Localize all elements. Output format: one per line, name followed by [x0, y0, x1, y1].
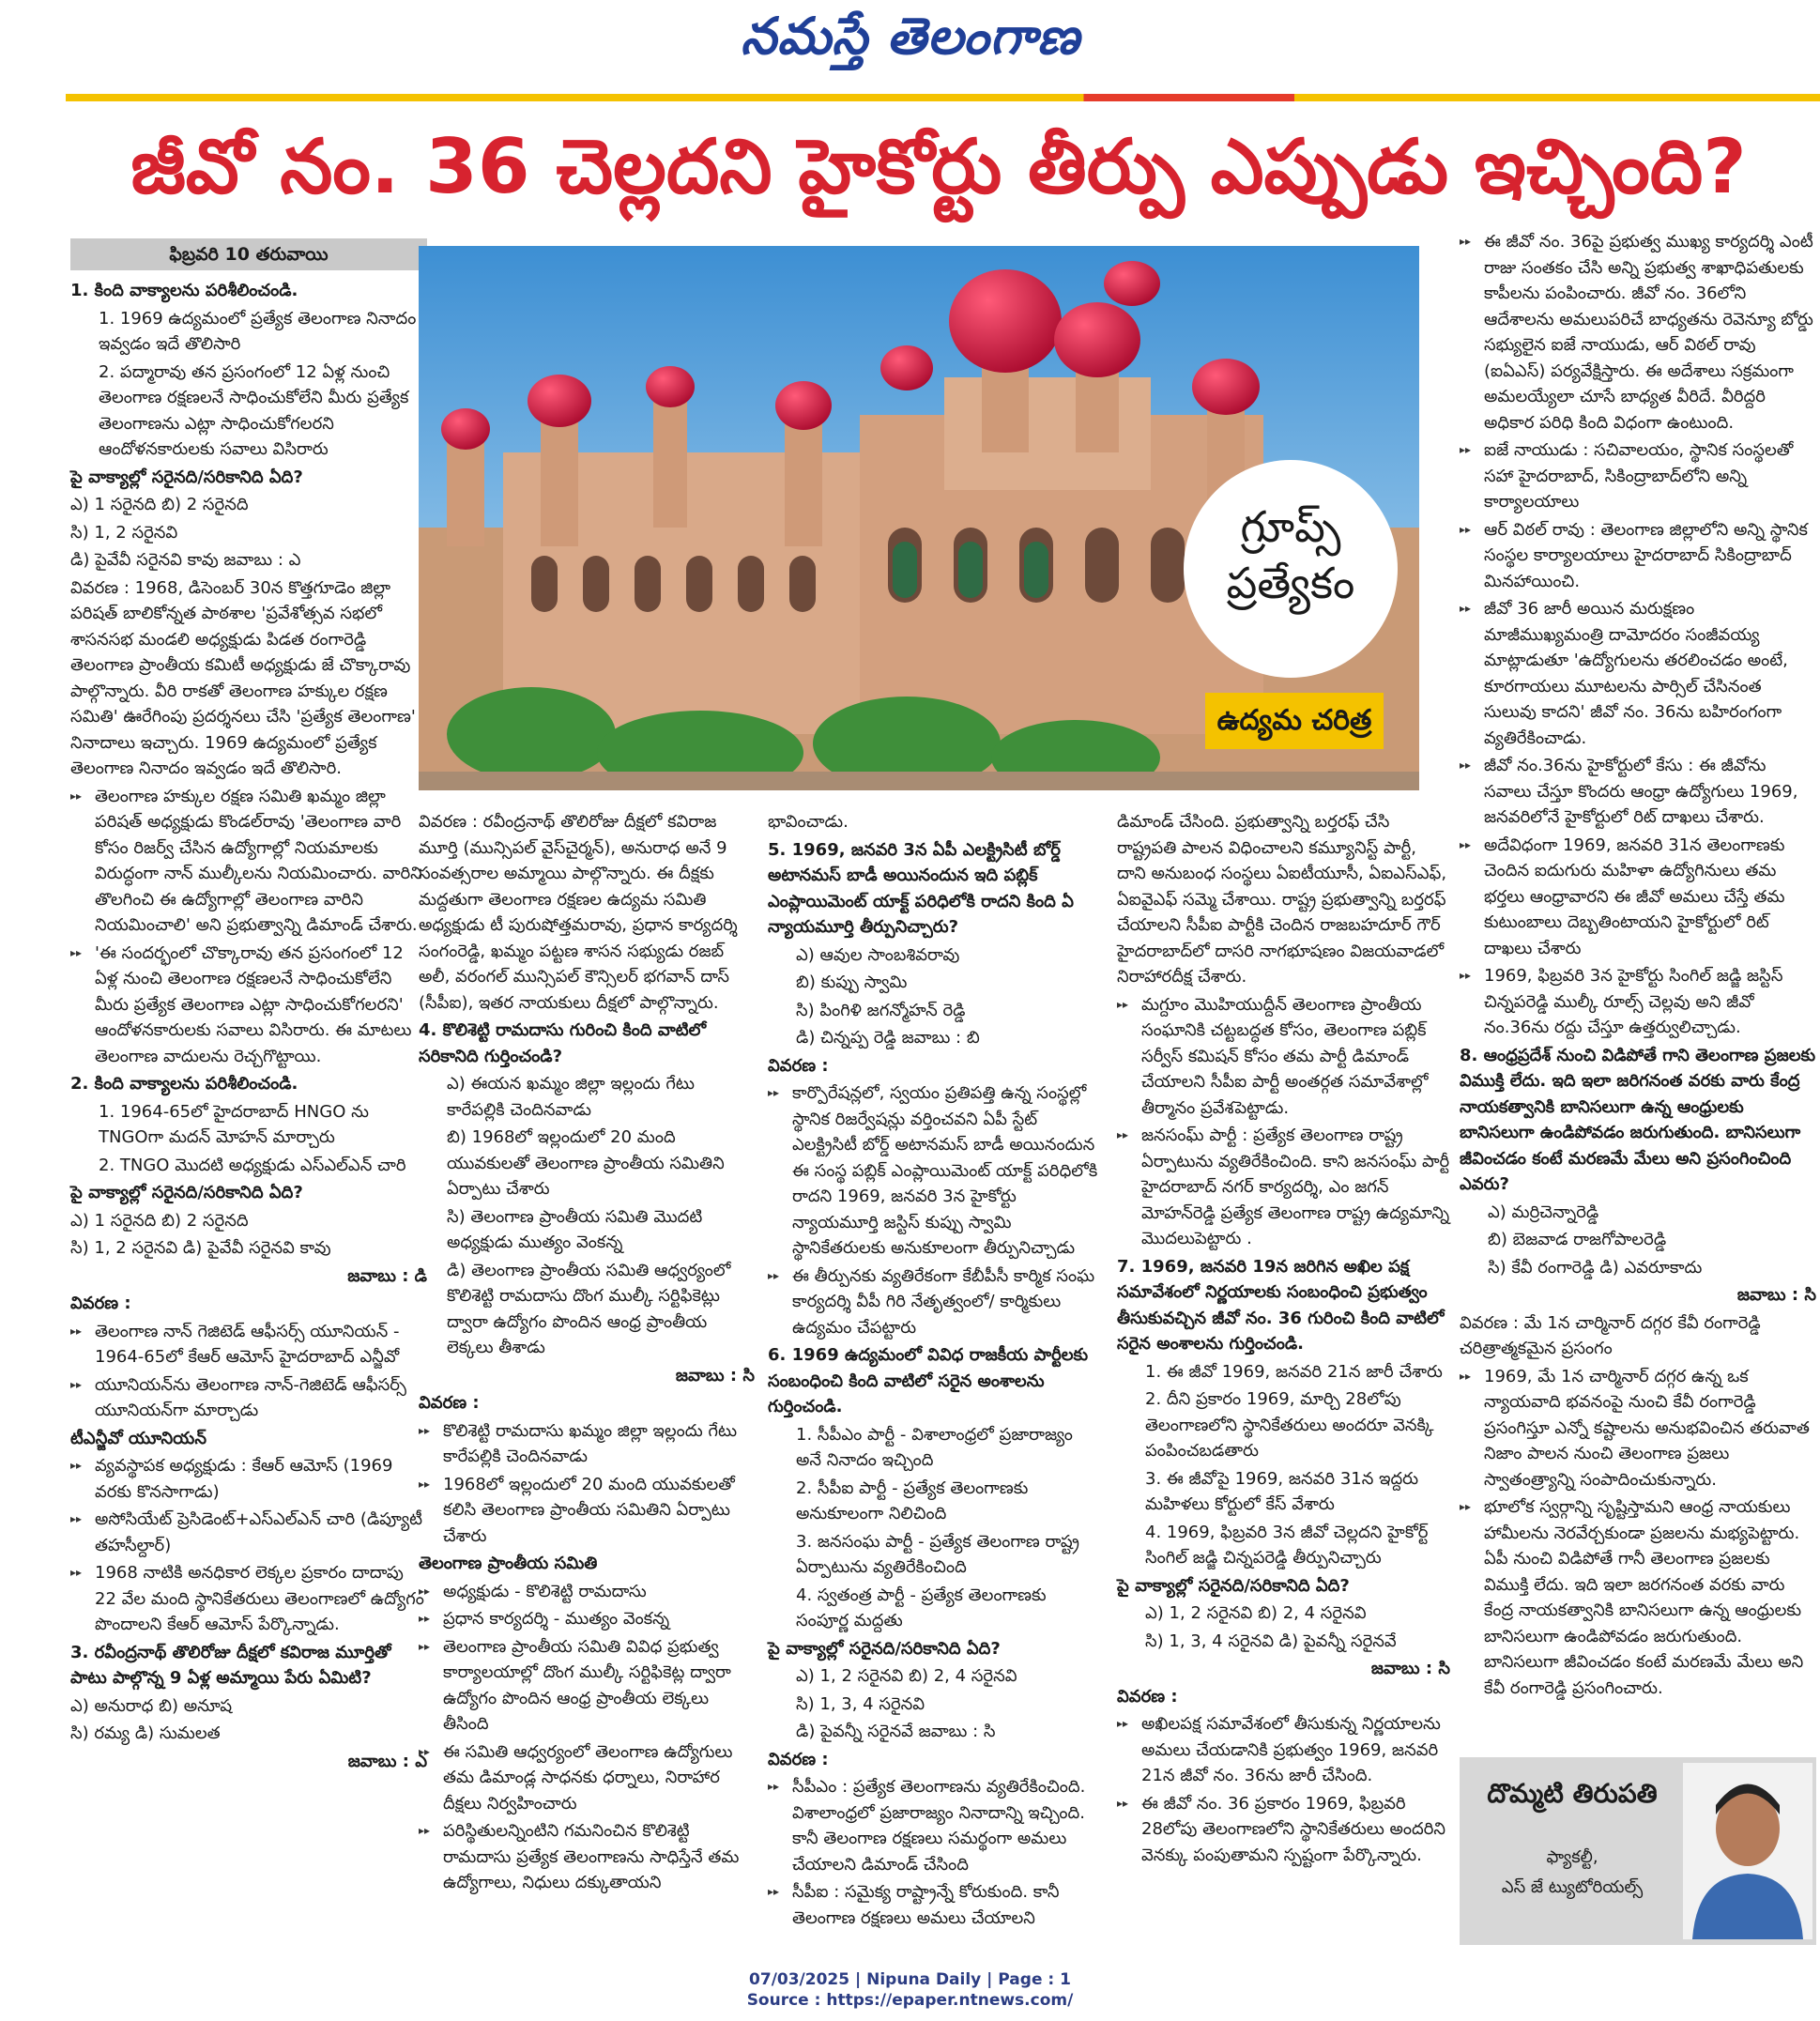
paragraph: వివరణ : మే 1న చార్మినార్ దగ్గర కేవీ రంగారెడ్డి చరిత్రాత్మకమైన ప్రసంగం [1460, 1312, 1761, 1358]
paragraph: పై వాక్యాల్లో సరైనది/సరికానిది ఏది? [70, 1183, 303, 1202]
paragraph: వివరణ : [419, 1393, 480, 1413]
paragraph: 3. జనసంఘ పార్టీ - ప్రత్యేక తెలంగాణ రాష్ట్ర ఏర్పాటును వ్యతిరేకించింది [796, 1531, 1079, 1577]
paragraph: సి) 1, 3, 4 సరైనవి [796, 1693, 925, 1714]
paragraph: ▸▸ 1968లో ఇల్లందులో 20 మంది యువకులతో కలిసి తెలంగాణ ప్రాంతీయ సమితిని ఏర్పాటు చేశారు [419, 1472, 755, 1550]
footer-source-line: Source : https://epaper.ntnews.com/ [746, 1991, 1074, 2010]
author-org: ఎస్ జే ట్యుటోరియల్స్ [1501, 1877, 1644, 1897]
paragraph: 7. 1969, జనవరి 19న జరిగిన అఖిల పక్ష సమావేశంలో నిర్ణయాలకు సంబంధించి ప్రభుత్వం తీసుకువచ్చిన జీవో నం. 36 గురించి కింది వాటిలో సరైన అంశాలను గుర్తించండి. [1117, 1256, 1445, 1354]
paragraph: డి) పైవన్నీ సరైనవే జవాబు : సి [796, 1722, 996, 1741]
paragraph: ▸▸ 1969, మే 1న చార్మినార్ దగ్గర ఉన్న ఒక న్యాయవాది భవనంపై నుంచి కేవీ రంగారెడ్డి ప్రసంగిస్తూ ఎన్నో కష్టాలను అనుభవించిన తరువాత నిజాం పాలన నుంచి తెలంగాణ ప్రజలు స్వాతంత్ర్యాన్ని సంపాదించుకున్నారు. [1460, 1364, 1816, 1493]
column-1 [70, 278, 427, 1776]
paragraph: 2. TNGO మొదటి అధ్యక్షుడు ఎస్ఎల్ఎన్ చారి [99, 1155, 406, 1175]
paragraph: ▸▸ అధ్యక్షుడు - కొలిశెట్టి రామదాసు [419, 1579, 755, 1605]
paragraph: ఎ) 1 సరైనది బి) 2 సరైనది [70, 1210, 249, 1231]
paragraph: ఎ) మర్రిచెన్నారెడ్డి [1488, 1202, 1599, 1222]
paragraph: ▸▸ తెలంగాణ హక్కుల రక్షణ సమితి ఖమ్మం జిల్లా పరిషత్ అధ్యక్షుడు కొండల్‌రావు 'తెలంగాణ వారి కోసం రిజర్వ్ చేసిన ఉద్యోగాల్లో నియమాలకు విరుద్ధంగా నాన్ ముల్కీలను నియమించారు. వారిని తొలగించి ఈ ఉద్యోగాల్లో తెలంగాణ వారిని నియమించాలి' అని ప్రభుత్వాన్ని డిమాండ్ చేశారు. [70, 784, 427, 939]
paragraph: సి) 1, 3, 4 సరైనవి డి) పైవన్నీ సరైనవే [1145, 1631, 1397, 1651]
paragraph: ▸▸ తెలంగాణ నాన్ గెజిటెడ్ ఆఫీసర్స్ యూనియన్ - 1964-65లో కేఆర్ ఆమోస్ హైదరాబాద్ ఎన్జీవో [70, 1319, 427, 1370]
paragraph: 6. 1969 ఉద్యమంలో వివిధ రాజకీయ పార్టీలకు సంబంధించి కింది వాటిలో సరైన అంశాలను గుర్తించండి. [768, 1345, 1089, 1416]
paragraph: ▸▸ ఈ జీవో నం. 36 ప్రకారం 1969, ఫిబ్రవరి 28లోపు తెలంగాణలోని స్థానికేతరులు అందరిని వెనక్కు పంపుతామని స్పష్టంగా పేర్కొన్నారు. [1117, 1791, 1450, 1869]
author-name: దొమ్మటి తిరుపతి [1487, 1778, 1658, 1809]
paragraph: ▸▸ యూనియన్‌ను తెలంగాణ నాన్-గెజిటెడ్ ఆఫీసర్స్ యూనియన్‌గా మార్చాడు [70, 1372, 427, 1424]
paragraph: 4. స్వతంత్ర పార్టీ - ప్రత్యేక తెలంగాణకు సంపూర్ణ మద్దతు [796, 1585, 1047, 1631]
paragraph: వివరణ : [768, 1055, 829, 1076]
paragraph: డి) తెలంగాణ ప్రాంతీయ సమితి ఆధ్వర్యంలో కొలిశెట్టి రామదాసు దొంగ ముల్కీ సర్టిఫికెట్లు ద్వారా ఉద్యోగం పొందిన ఆంధ్ర ప్రాంతీయ లెక్కలు తీశాడు [447, 1260, 731, 1357]
paragraph: బి) బెజవాడ రాజగోపాలరెడ్డి [1488, 1230, 1667, 1249]
paragraph: బి) కుప్పు స్వామి [796, 972, 908, 992]
paragraph: ఎ) ఆవుల సాంబశివరావు [796, 944, 960, 965]
paragraph: ▸▸ 1969, ఫిబ్రవరి 3న హైకోర్టు సింగిల్ జడ్జి జస్టిస్ చిన్నపరెడ్డి ముల్కీ రూల్స్ చెల్లవు అని జీవో నం.36ను రద్దు చేస్తూ ఉత్తర్వులిచ్చాడు. [1460, 963, 1816, 1041]
paragraph: 1. సీపీఎం పార్టీ - విశాలాంధ్రలో ప్రజారాజ్యం అనే నినాదం ఇచ్చింది [796, 1424, 1073, 1470]
paragraph: సి) రమ్య డి) సుమలత [70, 1723, 221, 1743]
paragraph: ▸▸ ఈ సమితి ఆధ్వర్యంలో తెలంగాణ ఉద్యోగులు తమ డిమాండ్ల సాధనకు ధర్నాలు, నిరాహార దీక్షలు నిర్వహించారు [419, 1739, 755, 1817]
paragraph: ▸▸ అఖిలపక్ష సమావేశంలో తీసుకున్న నిర్ణయాలను అమలు చేయడానికి ప్రభుత్వం 1969, జనవరి 21న జీవో నం. 36ను జారీ చేసింది. [1117, 1711, 1450, 1789]
paragraph: ▸▸ తెలంగాణ ప్రాంతీయ సమితి వివిధ ప్రభుత్వ కార్యాలయాల్లో దొంగ ముల్కీ సర్టిఫికెట్ల ద్వారా ఉద్యోగం పొందిన ఆంధ్ర ప్రాంతీయ లెక్కలు తీసింది [419, 1634, 755, 1738]
paragraph: ఎ) ఈయన ఖమ్మం జిల్లా ఇల్లందు గేటు కారేపల్లికి చెందినవాడు [447, 1074, 695, 1120]
paragraph: సి) కేవీ రంగారెడ్డి డి) ఎవరూకాదు [1488, 1257, 1703, 1278]
column-2 [419, 809, 755, 1898]
paragraph: ▸▸ మగ్దూం మొహియుద్దీన్ తెలంగాణ ప్రాంతీయ సంఘానికి చట్టబద్ధత కోసం, తెలంగాణ పబ్లిక్ సర్వీస్ కమిషన్ కోసం తమ పార్టీ డిమాండ్ చేయాలని సీపీఐ పార్టీ అంతర్గత సమావేశాల్లో తీర్మానం ప్రవేశపెట్టాడు. [1117, 992, 1450, 1122]
badge-line-2: ప్రత్యేకం [1226, 558, 1355, 608]
paragraph: వివరణ : 1968, డిసెంబర్ 30న కొత్తగూడెం జిల్లా పరిషత్ బాలికోన్నత పాఠశాల 'ప్రవేశోత్సవ సభలో శాసనసభ మండలి అధ్యక్షుడు పిడత రంగారెడ్డి తెలంగాణ ప్రాంతీయ కమిటీ అధ్యక్షుడు జే చొక్కారావు పాల్గొన్నారు. వీరి రాకతో తెలంగాణ హక్కుల రక్షణ సమితి' ఊరేగింపు ప్రదర్శనలు చేసి 'ప్రత్యేక తెలంగాణ' నినాదాలు ఇచ్చారు. 1969 ఉద్యమంలో ప్రత్యేక తెలంగాణ నినాదం ఇవ్వడం ఇదే తొలిసారి. [70, 577, 416, 778]
paragraph: జవాబు : ఎ [347, 1751, 427, 1771]
paragraph: వివరణ : [768, 1749, 829, 1769]
author-role: ఫ్యాకల్టీ, [1546, 1847, 1598, 1867]
paragraph: డి) చిన్నప్ప రెడ్డి జవాబు : బి [796, 1028, 980, 1048]
paragraph: వివరణ : [1117, 1686, 1178, 1707]
paragraph: జవాబు : సి [1370, 1659, 1450, 1678]
paragraph: భావించాడు. [768, 812, 849, 832]
paragraph: డిమాండ్ చేసింది. ప్రభుత్వాన్ని బర్తరఫ్ చేసి రాష్ట్రపతి పాలన విధించాలని కమ్యూనిస్ట్ పార్టీ, దాని అనుబంధ సంస్థలు ఏఐటీయూసీ, ఏఐఎస్ఎఫ్, ఏఐవైఎఫ్ సమ్మె చేశాయి. రాష్ట్ర ప్రభుత్వాన్ని బర్తరఫ్ చేయాలని సీపీఐ పార్టీకి చెందిన రాజబహదూర్ గౌర్ హైదరాబాద్‌లో దాసరి నాగభూషణం విజయవాడలో నిరాహారదీక్ష చేశారు. [1117, 812, 1447, 987]
paragraph: వివరణ : [70, 1294, 131, 1313]
column-4 [1117, 809, 1450, 1870]
paragraph: సి) 1, 2 సరైనవి [70, 522, 178, 543]
paragraph: ▸▸ పరిస్థితులన్నింటిని గమనించిన కొలిశెట్టి రామదాసు ప్రత్యేక తెలంగాణను సాధిస్తేనే తమ ఉద్యోగాలు, నిధులు దక్కుతాయని [419, 1818, 755, 1896]
paragraph: ▸▸ అసోసియేట్ ప్రెసిడెంట్+ఎస్ఎల్ఎన్ చారి (డిప్యూటీ తహసీల్దార్) [70, 1507, 427, 1558]
paragraph: 3. రవీంద్రనాథ్ తొలిరోజు దీక్షలో కవిరాజ మూర్తితో పాటు పాల్గొన్న 9 ఏళ్ల అమ్మాయి పేరు ఏమిటి? [70, 1642, 391, 1688]
paragraph: ▸▸ ఆర్ విఠల్ రావు : తెలంగాణ జిల్లాలోని అన్ని స్థానిక సంస్థల కార్యాలయాలు హైదరాబాద్ సికింద్రాబాద్ మినహాయించి. [1460, 517, 1816, 595]
paragraph: ▸▸ ప్రధాన కార్యదర్శి - ముత్యం వెంకన్న [419, 1606, 755, 1632]
header-rule [66, 94, 1820, 101]
avatar-icon [1683, 1763, 1812, 1939]
paragraph: సి) 1, 2 సరైనవి డి) పైవేవీ సరైనవి కావు [70, 1238, 331, 1258]
paragraph: ▸▸ జీవో నం.36ను హైకోర్టులో కేసు : ఈ జీవోను సవాలు చేస్తూ కొందరు ఆంధ్రా ఉద్యోగులు 1969, జనవరిలోనే హైకోర్టులో రిట్ దాఖలు చేశారు. [1460, 753, 1816, 831]
paragraph: జవాబు : సి [675, 1365, 755, 1386]
paragraph: 2. దీని ప్రకారం 1969, మార్చి 28లోపు తెలంగాణలోని స్థానికేతరులు అందరూ వెనక్కి పంపించబడతారు [1145, 1389, 1434, 1461]
author-box [1460, 1757, 1816, 1945]
paragraph: 5. 1969, జనవరి 3న ఏపీ ఎలక్ట్రిసిటీ బోర్డ్ అటానమస్ బాడీ అయినందున ఇది పబ్లిక్ ఎంప్లాయిమెంట్ యాక్ట్ పరిధిలోకి రాదని కింది ఏ న్యాయమూర్తి తీర్పునిచ్చారు? [768, 839, 1074, 937]
paragraph: 2. పద్మారావు తన ప్రసంగంలో 12 ఏళ్ల నుంచి తెలంగాణ రక్షణలనే సాధించుకోలేని మీరు ప్రత్యేక తెలంగాణను ఎట్లా సాధించుకోగలరని ఆందోళనకారులకు సవాలు విసిరారు [99, 361, 409, 459]
column-5 [1460, 229, 1816, 1703]
paragraph: 4. 1969, ఫిబ్రవరి 3న జీవో చెల్లదని హైకోర్ట్ సింగిల్ జడ్జి చిన్నపరెడ్డి తీర్పునిచ్చారు [1145, 1522, 1429, 1568]
paragraph: ▸▸ కార్పొరేషన్లలో, స్వయం ప్రతిపత్తి ఉన్న సంస్థల్లో స్థానిక రిజర్వేషన్లు వర్తించవని ఏపీ స్టేట్ ఎలక్ట్రిసిటీ బోర్డ్ అటానమస్ బాడీ అయినందున ఈ సంస్థ పబ్లిక్ ఎంప్లాయిమెంట్ యాక్ట్ పరిధిలోకి రాదని 1969, జనవరి 3న హైకోర్టు న్యాయమూర్తి జస్టిస్ కుప్పు స్వామి స్థానికేతరులకు అనుకూలంగా తీర్పునిచ్చాడు [768, 1080, 1101, 1262]
paragraph: తెలంగాణ ప్రాంతీయ సమితి [419, 1554, 598, 1573]
paragraph: ▸▸ ఐజే నాయుడు : సచివాలయం, స్థానిక సంస్థలతో సహా హైదరాబాద్, సికింద్రాబాద్‌లోని అన్ని కార్యాలయాలు [1460, 437, 1816, 515]
paragraph: 1. కింది వాక్యాలను పరిశీలించండి. [70, 281, 298, 300]
page-footer [0, 1969, 1820, 2011]
paragraph: 1. 1969 ఉద్యమంలో ప్రత్యేక తెలంగాణ నినాదం ఇవ్వడం ఇదే తొలిసారి [99, 308, 417, 354]
paragraph: ▸▸ కొలిశెట్టి రామదాసు ఖమ్మం జిల్లా ఇల్లందు గేటు కారేపల్లికి చెందినవాడు [419, 1418, 755, 1470]
paragraph: 8. ఆంధ్రప్రదేశ్ నుంచి విడిపోతే గాని తెలంగాణ ప్రజలకు విముక్తి లేదు. ఇది ఇలా జరిగనంత వరకు వారు కేంద్ర నాయకత్వానికి బానిసలుగా ఉన్న ఆంధ్రులకు బానిసలుగా ఉండిపోవడం జరుగుతుంది. బానిసలుగా జీవించడం కంటే మరణమే మేలు అని ప్రసంగించింది ఎవరు? [1460, 1045, 1816, 1194]
paragraph: 1. 1964-65లో హైదరాబాద్ HNGO ను TNGOగా మదన్ మోహన్ మార్చారు [99, 1101, 369, 1147]
continuation-tag: ఫిబ్రవరి 10 తరువాయి [70, 238, 427, 270]
paragraph: పై వాక్యాల్లో సరైనది/సరికానిది ఏది? [70, 467, 303, 487]
paragraph: ▸▸ భూలోక స్వర్గాన్ని సృష్టిస్తామని ఆంధ్ర నాయకులు హామీలను నెరవేర్చకుండా ప్రజలను మభ్యపెట్టారు. ఏపీ నుంచి విడిపోతే గానీ తెలంగాణ ప్రజలకు విముక్తి లేదు. ఇది ఇలా జరగనంత వరకు వారు కేంద్ర నాయకత్వానికి బానిసలుగా ఉన్న ఆంధ్రులకు బానిసలుగా ఉండిపోవడం జరుగుతుంది. బానిసలుగా జీవించడం కంటే మరణమే మేలు అని కేవీ రంగారెడ్డి ప్రసంగించారు. [1460, 1494, 1816, 1701]
badge-subtitle: ఉద్యమ చరిత్ర [1205, 693, 1384, 749]
paragraph: జవాబు : సి [1736, 1285, 1816, 1305]
paragraph: వివరణ : రవీంద్రనాథ్ తొలిరోజు దీక్షలో కవిరాజ మూర్తి (మున్సిపల్ వైస్‌చైర్మన్), అనురాధ అనే 9 సంవత్సరాల అమ్మాయి పాల్గొన్నారు. ఈ దీక్షకు మద్దతుగా తెలంగాణ రక్షణల ఉద్యమ సమితి అధ్యక్షుడు టీ పురుషోత్తమరావు, ప్రధాన కార్యదర్శి సంగంరెడ్డి, ఖమ్మం పట్టణ శాసన సభ్యుడు రజబ్ అలీ, వరంగల్ మున్సిపల్ కౌన్సిలర్ భగవాన్ దాస్ (సీపీఐ), ఇతర నాయకులు దీక్షలో పాల్గొన్నారు. [419, 812, 738, 1013]
badge-line-1: గ్రూప్స్ [1240, 501, 1341, 552]
paragraph: 1. ఈ జీవో 1969, జనవరి 21న జారీ చేశారు [1145, 1361, 1443, 1382]
paragraph: ఎ) అనురాధ బి) అనూష [70, 1695, 233, 1716]
paragraph: డి) పైవేవీ సరైనవి కావు జవాబు : ఎ [70, 550, 301, 570]
author-photo [1683, 1763, 1812, 1939]
groups-special-badge [1184, 460, 1398, 678]
paragraph: 3. ఈ జీవోపై 1969, జనవరి 31న ఇద్దరు మహిళలు కోర్టులో కేస్ వేశారు [1145, 1468, 1419, 1514]
high-court-photo [419, 246, 1419, 790]
column-3 [768, 809, 1101, 1933]
paragraph: ఎ) 1, 2 సరైనవి బి) 2, 4 సరైనవి [1145, 1603, 1367, 1623]
paragraph: ▸▸ అదేవిధంగా 1969, జనవరి 31న తెలంగాణకు చెందిన ఐదుగురు మహిళా ఉద్యోగినులు తమ భర్తలు ఆంధ్రావారని ఈ జీవో అమలు చేస్తే తమ కుటుంబాలు దెబ్బతింటాయని హైకోర్టులో రిట్ దాఖలు చేశారు [1460, 833, 1816, 962]
paragraph: ▸▸ సీపీఐ : సమైక్య రాష్ట్రాన్నే కోరుకుంది. కానీ తెలంగాణ రక్షణలు అమలు చేయాలని [768, 1879, 1101, 1931]
paragraph: సి) తెలంగాణ ప్రాంతీయ సమితి మొదటి అధ్యక్షుడు ముత్యం వెంకన్న [447, 1206, 703, 1252]
paragraph: పై వాక్యాల్లో సరైనది/సరికానిది ఏది? [768, 1638, 1001, 1659]
paragraph: 2. కింది వాక్యాలను పరిశీలించండి. [70, 1074, 298, 1094]
paragraph: ▸▸ సీపీఎం : ప్రత్యేక తెలంగాణను వ్యతిరేకించింది. విశాలాంధ్రలో ప్రజారాజ్యం నినాదాన్ని ఇచ్చింది. కానీ తెలంగాణ రక్షణలు సమర్థంగా అమలు చేయాలని డిమాండ్ చేసింది [768, 1774, 1101, 1877]
paragraph: బి) 1968లో ఇల్లందులో 20 మంది యువకులతో తెలంగాణ ప్రాంతీయ సమితిని ఏర్పాటు చేశారు [447, 1127, 725, 1199]
newspaper-logo: నమస్తే తెలంగాణ [741, 6, 1080, 66]
masthead [0, 0, 1820, 84]
paragraph: జవాబు : డి [347, 1265, 427, 1286]
paragraph: ఎ) 1, 2 సరైనవి బి) 2, 4 సరైనవి [796, 1666, 1017, 1686]
paragraph: ▸▸ ఈ తీర్పునకు వ్యతిరేకంగా కేబీపీసీ కార్మిక సంఘ కార్యదర్శి వీపీ గిరి నేతృత్వంలో/ కార్మికులు ఉద్యమం చేపట్టారు [768, 1263, 1101, 1341]
paragraph: సి) పింగిళి జగన్మోహన్ రెడ్డి [796, 1000, 966, 1020]
paragraph: ▸▸ 'ఈ సందర్భంలో చొక్కారావు తన ప్రసంగంలో 12 ఏళ్ల నుంచి తెలంగాణ రక్షణలనే సాధించుకోలేని మీరు ప్రత్యేక తెలంగాణ ఎట్లా సాధించుకోగలరని' ఆందోళనకారులకు సవాలు విసిరారు. ఈ మాటలు తెలంగాణ వాదులను రెచ్చగొట్టాయి. [70, 941, 427, 1070]
paragraph: పై వాక్యాల్లో సరైనది/సరికానిది ఏది? [1117, 1575, 1350, 1596]
paragraph: ▸▸ జనసంఘ్ పార్టీ : ప్రత్యేక తెలంగాణ రాష్ట్ర ఏర్పాటును వ్యతిరేకించింది. కాని జనసంఘ్ పార్టీ హైదరాబాద్ నగర్ కార్యదర్శి, ఎం జగన్ మోహన్‌రెడ్డి ప్రత్యేక తెలంగాణ రాష్ట్ర ఉద్యమాన్ని మొదలుపెట్టారు . [1117, 1123, 1450, 1252]
paragraph: ▸▸ ఈ జీవో నం. 36పై ప్రభుత్వ ముఖ్య కార్యదర్శి ఎంటీ రాజు సంతకం చేసి అన్ని ప్రభుత్వ శాఖాధిపతులకు కాపీలను పంపించారు. జీవో నం. 36లోని ఆదేశాలను అమలుపరిచే బాధ్యతను రెవెన్యూ బోర్డు సభ్యులైన ఐజే నాయుడు, ఆర్ విఠల్ రావు (ఐఏఎస్) పర్యవేక్షిస్తారు. ఈ అదేశాలు సక్రమంగా అమలయ్యేలా చూసే బాధ్యత వీరిదే. వీరిద్దరి అధికార పరిధి కింది విధంగా ఉంటుంది. [1460, 229, 1816, 436]
page-headline: జీవో నం. 36 చెల్లదని హైకోర్టు తీర్పు ఎప్పుడు ఇచ్చింది? [130, 123, 1747, 210]
paragraph: టీఎన్జీవో యూనియన్ [70, 1428, 206, 1448]
paragraph: 4. కొలిశెట్టి రామదాసు గురించి కింది వాటిలో సరికానిది గుర్తించండి? [419, 1020, 707, 1066]
paragraph: ▸▸ జీవో 36 జారీ అయిన మరుక్షణం మాజీముఖ్యమంత్రి దామోదరం సంజీవయ్య మాట్లాడుతూ 'ఉద్యోగులను తరలించడం అంటే, కూరగాయలు మూటలను పార్సిల్ చేసినంత సులువు కాదని' జీవో నం. 36ను బహిరంగంగా వ్యతిరేకించాడు. [1460, 596, 1816, 751]
footer-date-line: 07/03/2025 | Nipuna Daily | Page : 1 [749, 1970, 1071, 1989]
paragraph: ▸▸ 1968 నాటికి అనధికార లెక్కల ప్రకారం దాదాపు 22 వేల మంది స్థానికేతరులు తెలంగాణలో ఉద్యోగం పొందాలని కేఆర్ ఆమోస్ పేర్కొన్నాడు. [70, 1560, 427, 1638]
paragraph: 2. సీపీఐ పార్టీ - ప్రత్యేక తెలంగాణకు అనుకూలంగా నిలిచింది [796, 1477, 1029, 1523]
paragraph: ఎ) 1 సరైనది బి) 2 సరైనది [70, 495, 249, 514]
paragraph: ▸▸ వ్యవస్థాపక అధ్యక్షుడు : కేఆర్ ఆమోస్ (1969 వరకు కొనసాగాడు) [70, 1453, 427, 1505]
